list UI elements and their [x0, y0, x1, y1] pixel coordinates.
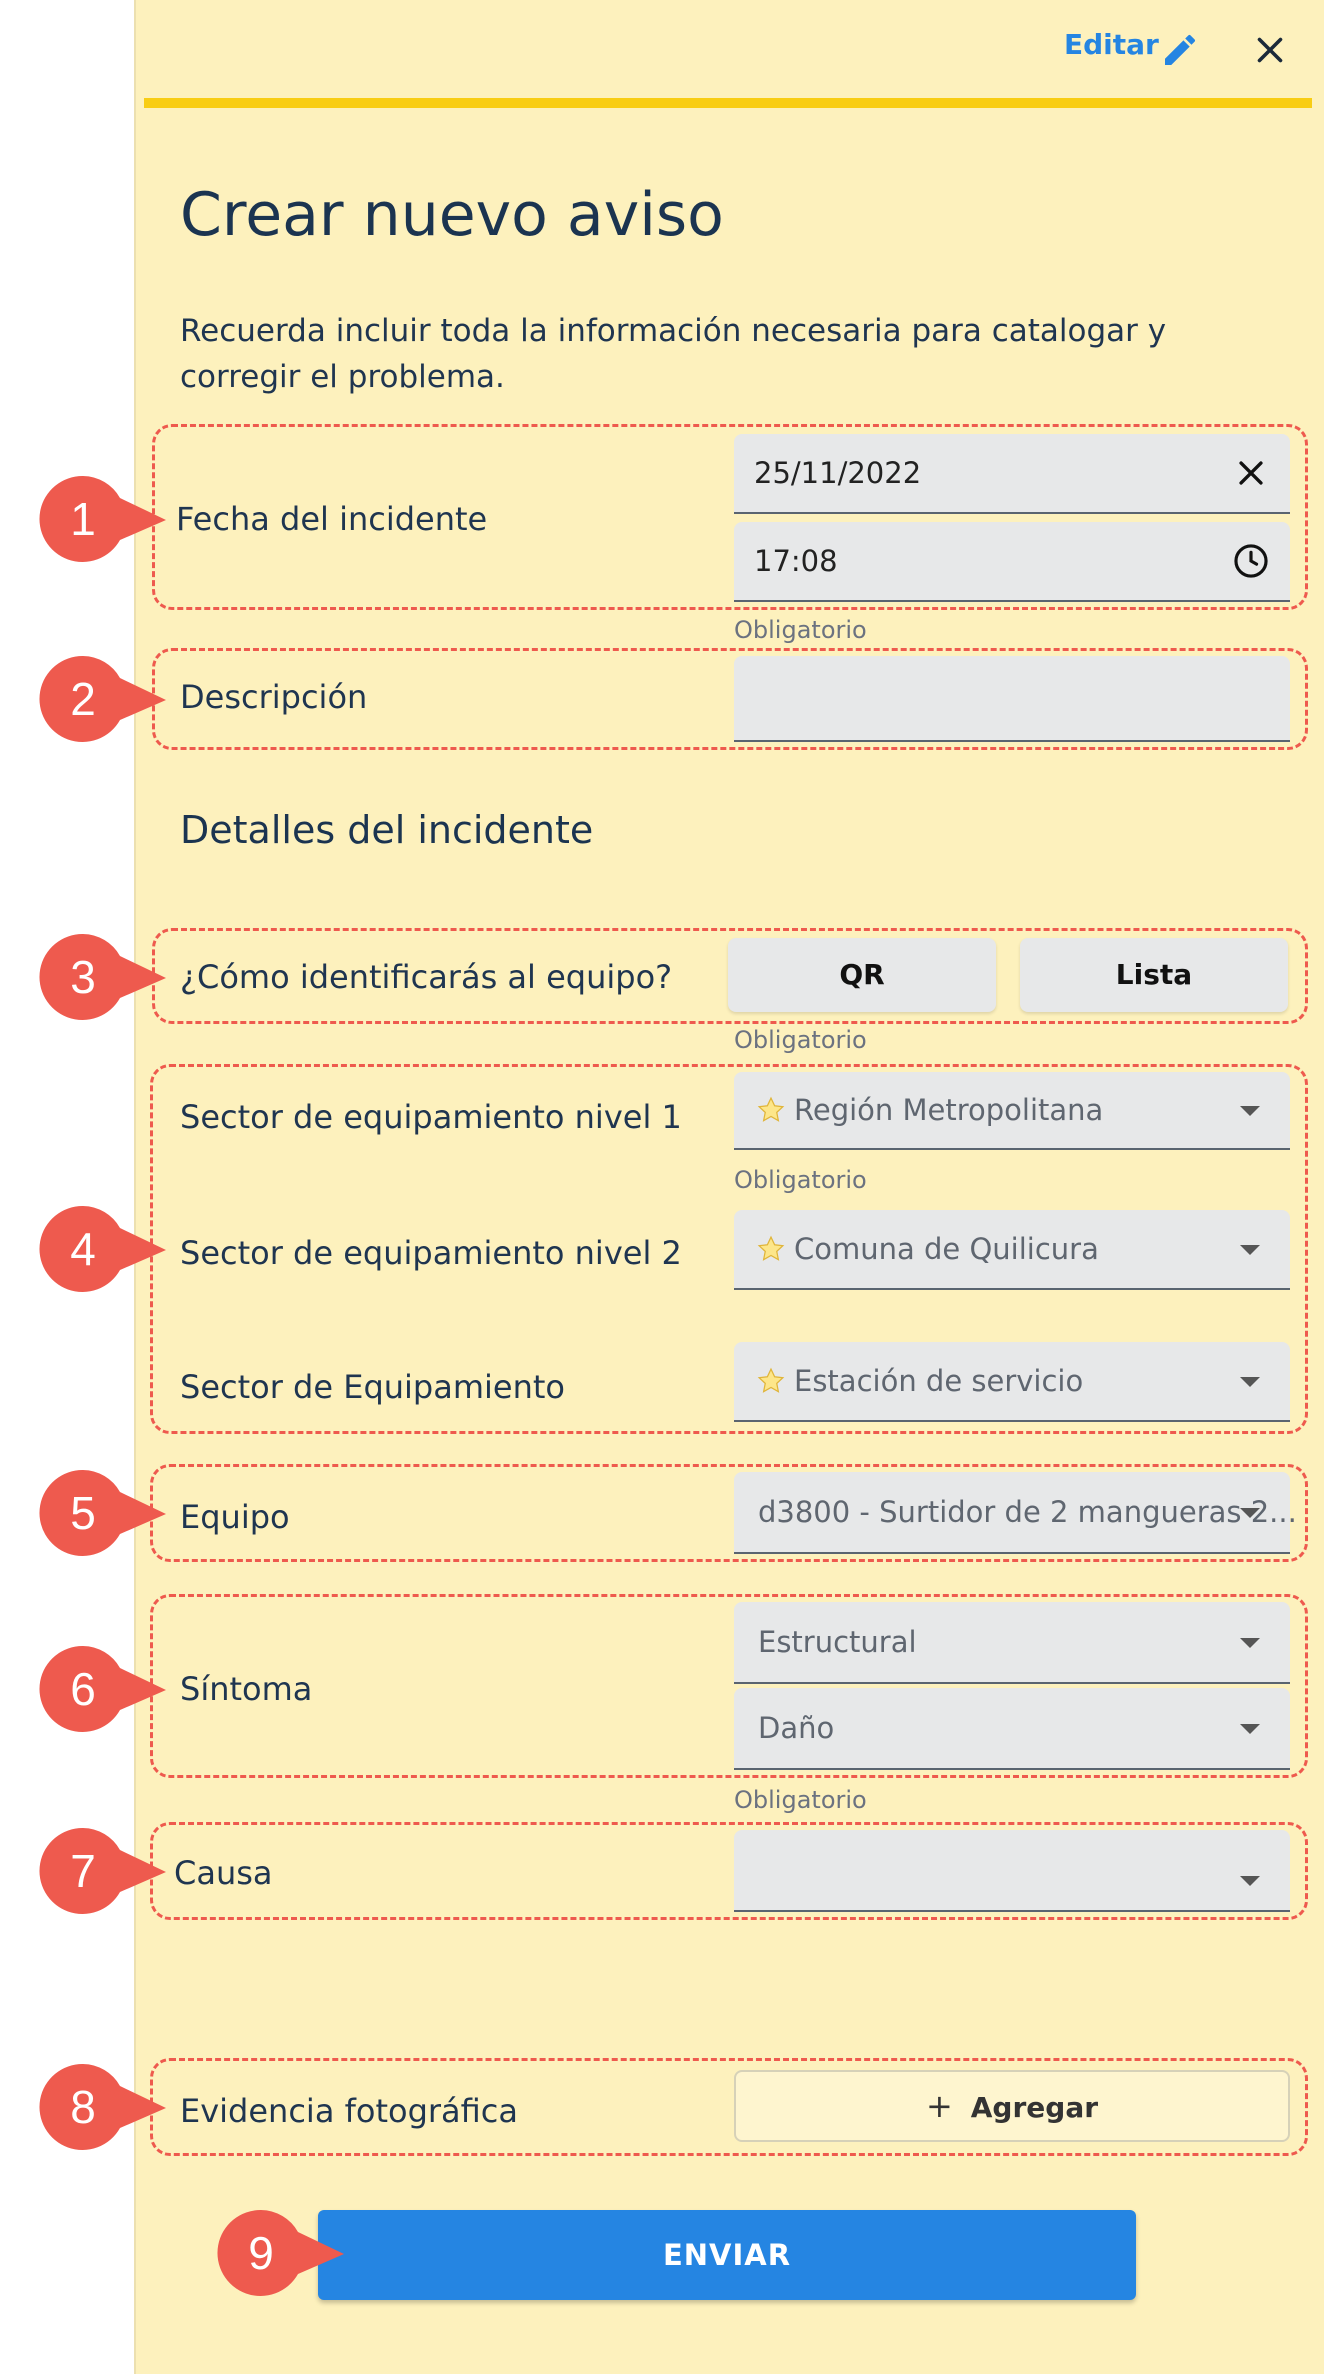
marker-5 — [38, 1468, 168, 1558]
star-icon — [756, 1234, 786, 1264]
sector2-label: Sector de equipamiento nivel 2 — [180, 1234, 682, 1272]
equipo-label: Equipo — [180, 1498, 290, 1536]
causa-label: Causa — [174, 1854, 273, 1892]
marker-number: 5 — [70, 1487, 96, 1539]
marker-7 — [38, 1826, 168, 1916]
causa-helper: Obligatorio — [734, 1786, 867, 1814]
clear-date-icon[interactable] — [1234, 456, 1268, 490]
causa-select[interactable] — [734, 1830, 1290, 1912]
marker-3 — [38, 932, 168, 1022]
sintoma-value-2: Daño — [758, 1711, 835, 1745]
sector2-value: Comuna de Quilicura — [794, 1232, 1099, 1266]
header-accent-line — [144, 98, 1312, 108]
sector1-select[interactable] — [734, 1072, 1290, 1150]
marker-4 — [38, 1204, 168, 1294]
marker-6 — [38, 1644, 168, 1734]
marker-number: 1 — [70, 493, 96, 545]
sintoma-select-1[interactable] — [734, 1602, 1290, 1684]
intro-text: Recuerda incluir toda la información necesaria para catalogar y corregir el problema. — [180, 313, 1167, 395]
chevron-down-icon[interactable] — [1240, 1638, 1260, 1648]
chevron-down-icon[interactable] — [1240, 1876, 1260, 1886]
equipo-value: d3800 - Surtidor de 2 mangueras 2... — [758, 1495, 1297, 1529]
pencil-icon[interactable] — [1160, 30, 1200, 70]
date-value: 25/11/2022 — [754, 456, 922, 490]
fecha-label: Fecha del incidente — [176, 500, 488, 538]
clock-icon[interactable] — [1232, 542, 1270, 580]
marker-9 — [216, 2208, 346, 2298]
sintoma-label: Síntoma — [180, 1670, 313, 1708]
add-photo-label: Agregar — [970, 2091, 1099, 2124]
chevron-down-icon[interactable] — [1240, 1508, 1260, 1518]
sector1-value: Región Metropolitana — [794, 1093, 1104, 1127]
marker-number: 7 — [70, 1845, 96, 1897]
sector3-value: Estación de servicio — [794, 1364, 1084, 1398]
chevron-down-icon[interactable] — [1240, 1377, 1260, 1387]
sector3-label: Sector de Equipamiento — [180, 1368, 565, 1406]
marker-number: 9 — [248, 2227, 274, 2279]
chevron-down-icon[interactable] — [1240, 1106, 1260, 1116]
sintoma-value-1: Estructural — [758, 1625, 917, 1659]
page-title: Crear nuevo aviso — [180, 180, 724, 250]
sector3-select[interactable] — [734, 1342, 1290, 1422]
time-value: 17:08 — [754, 544, 838, 578]
star-icon — [756, 1095, 786, 1125]
marker-number: 4 — [70, 1223, 96, 1275]
chevron-down-icon[interactable] — [1240, 1724, 1260, 1734]
star-icon — [756, 1366, 786, 1396]
sector2-select[interactable] — [734, 1210, 1290, 1290]
time-field[interactable] — [734, 522, 1290, 602]
descripcion-label: Descripción — [180, 678, 368, 716]
marker-1 — [38, 474, 168, 564]
identificar-label: ¿Cómo identificarás al equipo? — [180, 958, 673, 996]
marker-number: 2 — [70, 673, 96, 725]
marker-number: 3 — [70, 951, 96, 1003]
details-section-title: Detalles del incidente — [180, 808, 594, 852]
qr-button[interactable]: QR — [728, 938, 996, 1012]
lista-button[interactable]: Lista — [1020, 938, 1288, 1012]
descripcion-input[interactable] — [734, 656, 1290, 742]
send-button[interactable]: ENVIAR — [318, 2210, 1136, 2300]
marker-number: 8 — [70, 2081, 96, 2133]
edit-button[interactable]: Editar — [1064, 28, 1159, 61]
sintoma-select-2[interactable] — [734, 1688, 1290, 1770]
equipo-select[interactable] — [734, 1472, 1297, 1554]
marker-2 — [38, 654, 168, 744]
add-photo-button[interactable] — [734, 2070, 1290, 2142]
descripcion-helper: Obligatorio — [734, 616, 867, 644]
sector1-label: Sector de equipamiento nivel 1 — [180, 1098, 682, 1136]
evidencia-label: Evidencia fotográfica — [180, 2092, 518, 2130]
close-icon[interactable] — [1252, 32, 1288, 68]
chevron-down-icon[interactable] — [1240, 1245, 1260, 1255]
date-field[interactable] — [734, 434, 1290, 514]
plus-icon: + — [925, 2087, 953, 2125]
sector2-helper: Obligatorio — [734, 1166, 867, 1194]
marker-8 — [38, 2062, 168, 2152]
marker-number: 6 — [70, 1663, 96, 1715]
sector1-helper: Obligatorio — [734, 1026, 867, 1054]
